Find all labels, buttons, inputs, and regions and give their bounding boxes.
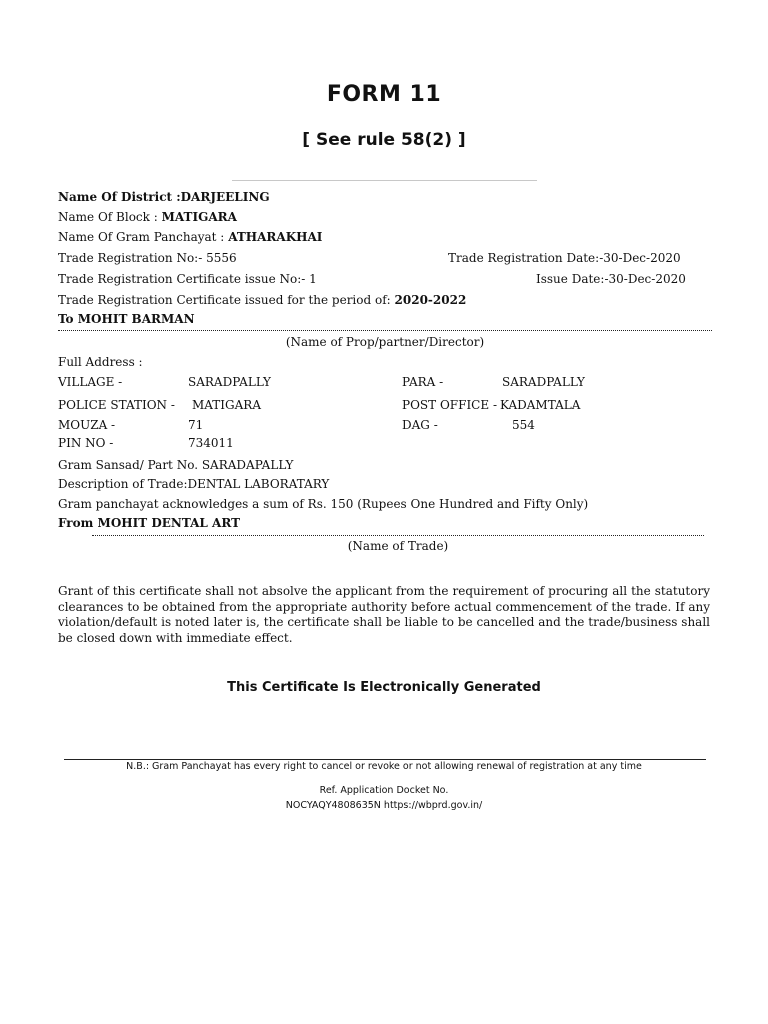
- gram-panchayat-label: Name Of Gram Panchayat :: [58, 230, 225, 244]
- dag-label: DAG -: [402, 418, 438, 432]
- gram-panchayat-line: [58, 230, 322, 244]
- from-line: [58, 516, 240, 530]
- gram-sansad-line: Gram Sansad/ Part No. SARADAPALLY: [58, 458, 294, 472]
- trade-registration-date: Trade Registration Date:-30-Dec-2020: [448, 251, 681, 265]
- mouza-label: MOUZA -: [58, 418, 116, 432]
- proprietor-caption: (Name of Prop/partner/Director): [285, 335, 485, 349]
- mouza-value: 71: [188, 418, 204, 432]
- pin-label: PIN NO -: [58, 436, 114, 450]
- from-label: From: [58, 516, 94, 530]
- form-rule: [ See rule 58(2) ]: [302, 130, 466, 150]
- sum-acknowledgement: Gram panchayat acknowledges a sum of Rs. 150 (Rupees One Hundred and Fifty Only): [58, 497, 589, 511]
- trade-description: Description of Trade:DENTAL LABORATARY: [58, 477, 330, 491]
- header-divider: [232, 180, 537, 181]
- trade-name: MOHIT DENTAL ART: [97, 516, 241, 530]
- docket-label: Ref. Application Docket No.: [319, 785, 449, 796]
- trade-registration-no: Trade Registration No:- 5556: [58, 251, 237, 265]
- certificate-issue-no: Trade Registration Certificate issue No:- 1: [58, 272, 317, 286]
- to-label: To: [58, 312, 74, 326]
- post-office-value: KADAMTALA: [500, 398, 581, 412]
- block-label: Name Of Block :: [58, 210, 158, 224]
- pin-value: 734011: [188, 436, 234, 450]
- gram-panchayat-value: ATHARAKHAI: [228, 230, 323, 244]
- nb-note: N.B.: Gram Panchayat has every right to cancel or revoke or not allowing renewal of registration at any time: [126, 761, 642, 772]
- village-label: VILLAGE -: [58, 375, 123, 389]
- notice-paragraph: Grant of this certificate shall not absolve the applicant from the requirement of procuring all the statutory clearances to be obtained from the appropriate authority before actual commencement of the trade. If any violation/default is noted later is, the certificate shall be liable to be cancelled and the trade/business shall be closed down with immediate effect.: [58, 584, 710, 645]
- electronic-certificate-note: This Certificate Is Electronically Generated: [227, 680, 541, 695]
- block-line: [58, 210, 237, 224]
- period-label: Trade Registration Certificate issued for the period of:: [58, 293, 391, 307]
- block-value: MATIGARA: [161, 210, 237, 224]
- village-value: SARADPALLY: [188, 375, 271, 389]
- police-station-label: POLICE STATION -: [58, 398, 175, 412]
- trade-dotted-line: [92, 535, 704, 536]
- footer-divider: [64, 759, 706, 760]
- form-title: FORM 11: [326, 82, 442, 107]
- proprietor-dotted-line: [58, 330, 712, 331]
- full-address-label: Full Address :: [58, 355, 143, 369]
- post-office-label: POST OFFICE -: [402, 398, 497, 412]
- period-value: 2020-2022: [394, 293, 467, 307]
- issue-date: Issue Date:-30-Dec-2020: [536, 272, 686, 286]
- trade-caption: (Name of Trade): [347, 539, 449, 553]
- proprietor-name: MOHIT BARMAN: [77, 312, 195, 326]
- para-value: SARADPALLY: [502, 375, 585, 389]
- docket-value: NOCYAQY4808635N https://wbprd.gov.in/: [285, 800, 483, 811]
- dag-value: 554: [512, 418, 535, 432]
- to-line: [58, 312, 195, 326]
- police-station-value: MATIGARA: [192, 398, 261, 412]
- period-line: [58, 293, 466, 307]
- para-label: PARA -: [402, 375, 444, 389]
- district-line: Name Of District :DARJEELING: [58, 190, 270, 204]
